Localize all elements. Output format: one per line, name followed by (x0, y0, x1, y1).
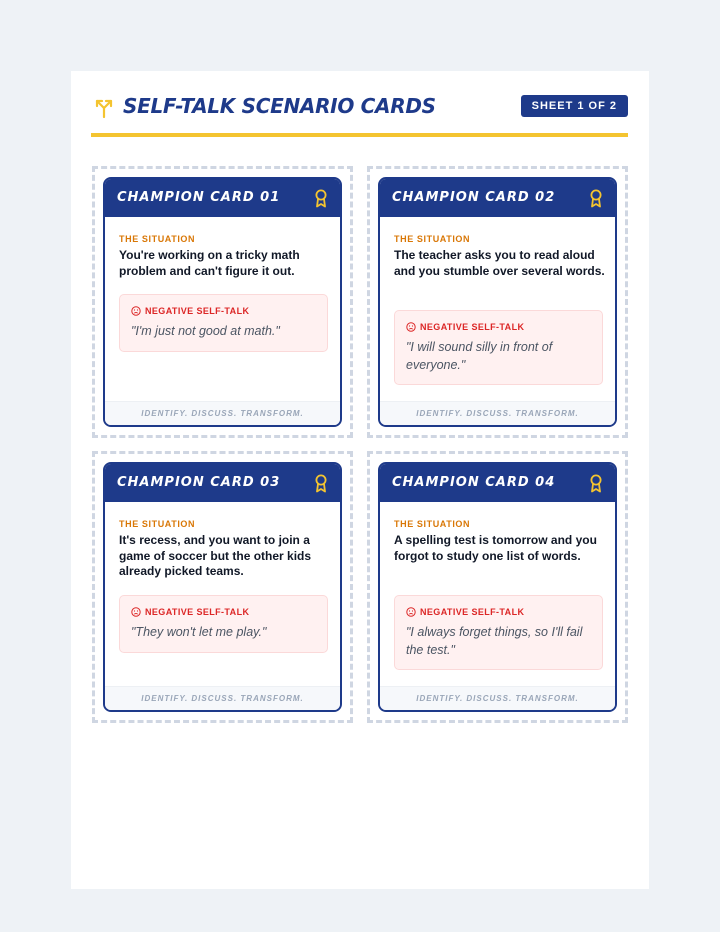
negative-label: NEGATIVE SELF-TALK (420, 322, 525, 332)
scenario-card (103, 177, 342, 427)
negative-quote: "They won't let me play." (131, 625, 267, 639)
card-header (105, 179, 340, 217)
frown-face-icon (131, 607, 141, 617)
negative-label: NEGATIVE SELF-TALK (145, 607, 250, 617)
negative-label: NEGATIVE SELF-TALK (145, 306, 250, 316)
card-cell-1 (92, 166, 353, 438)
card-header (105, 464, 340, 502)
negative-self-talk-box (119, 595, 328, 653)
situation-label: THE SITUATION (394, 234, 471, 244)
medal-icon (314, 189, 328, 208)
card-cell-2 (367, 166, 628, 438)
negative-quote: "I'm just not good at math." (131, 324, 280, 338)
scenario-card (378, 462, 617, 712)
scenario-card (103, 462, 342, 712)
medal-icon (589, 474, 603, 493)
negative-quote: "I will sound silly in front of everyone." (406, 340, 553, 372)
fork-arrow-icon (93, 97, 115, 119)
card-header (380, 179, 615, 217)
card-footer: IDENTIFY. DISCUSS. TRANSFORM. (105, 686, 340, 710)
medal-icon (589, 189, 603, 208)
card-footer: IDENTIFY. DISCUSS. TRANSFORM. (105, 401, 340, 425)
card-title: CHAMPION CARD 04 (392, 475, 556, 490)
frown-face-icon (131, 306, 141, 316)
card-header (380, 464, 615, 502)
frown-face-icon (406, 607, 416, 617)
situation-text: It's recess, and you want to join a game of soccer but the other kids already picked teams. (119, 533, 312, 578)
card-footer: IDENTIFY. DISCUSS. TRANSFORM. (380, 401, 615, 425)
situation-text: A spelling test is tomorrow and you forgot to study one list of words. (394, 533, 597, 563)
situation-text: You're working on a tricky math problem and can't figure it out. (119, 248, 300, 278)
card-title: CHAMPION CARD 01 (117, 190, 281, 205)
negative-self-talk-box (394, 595, 603, 670)
card-title: CHAMPION CARD 03 (117, 475, 281, 490)
situation-text: The teacher asks you to read aloud and you stumble over several words. (394, 248, 605, 278)
page-title: SELF-TALK SCENARIO CARDS (123, 94, 436, 118)
page-header (91, 93, 628, 137)
frown-face-icon (406, 322, 416, 332)
situation-label: THE SITUATION (119, 519, 196, 529)
situation-label: THE SITUATION (394, 519, 471, 529)
negative-self-talk-box (119, 294, 328, 352)
medal-icon (314, 474, 328, 493)
sheet-badge: SHEET 1 OF 2 (521, 95, 628, 117)
card-cell-3 (92, 451, 353, 723)
situation-label: THE SITUATION (119, 234, 196, 244)
negative-quote: "I always forget things, so I'll fail the test." (406, 625, 583, 657)
negative-self-talk-box (394, 310, 603, 385)
worksheet-page (71, 71, 649, 889)
negative-label: NEGATIVE SELF-TALK (420, 607, 525, 617)
scenario-card (378, 177, 617, 427)
card-cell-4 (367, 451, 628, 723)
card-footer: IDENTIFY. DISCUSS. TRANSFORM. (380, 686, 615, 710)
card-title: CHAMPION CARD 02 (392, 190, 556, 205)
